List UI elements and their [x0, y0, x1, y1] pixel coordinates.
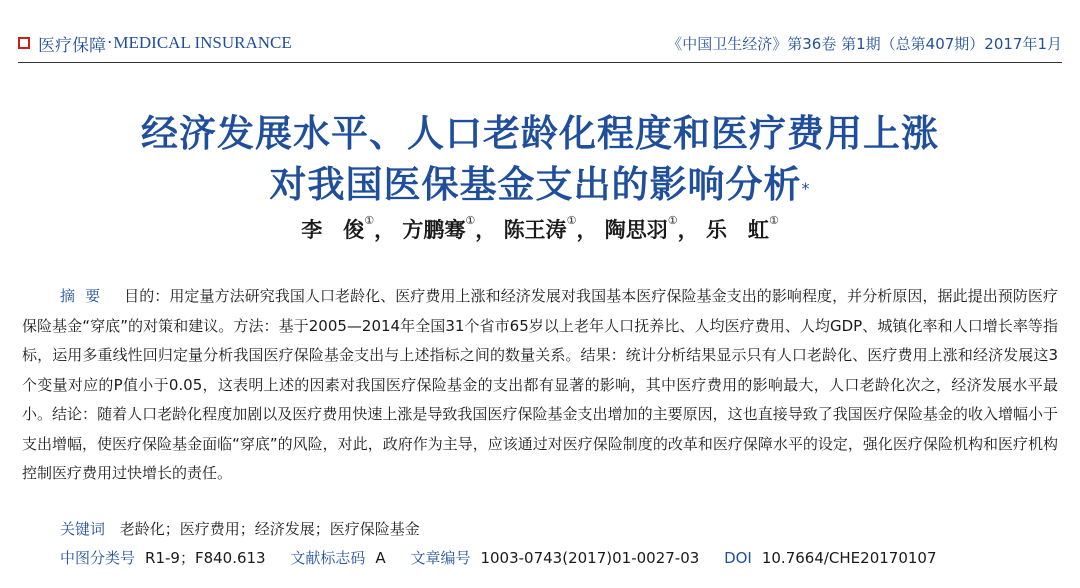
article-number-value: 1003-0743(2017)01-0027-03	[480, 549, 700, 567]
keywords-text: 老龄化；医疗费用；经济发展；医疗保险基金	[119, 520, 420, 538]
abstract-text: 目的：用定量方法研究我国人口老龄化、医疗费用上涨和经济发展对我国基本医疗保险基金支出的影响程度，并分析原因，据此提出预防医疗保险基金“穿底”的对策和建议。方法：基于2005—2014年全国31个省市65岁以上老年人口抚养比、人均医疗费用、人均GDP、城镇化率和人口增长率等指标，运用多重线性回归定量分析我国医疗保险基金支出与上述指标之间的数量关系。结果：统计分析结果显示只有人口老龄化、医疗费用上涨和经济发展这3个变量对应的P值小于0.05，这表明上述的因素对我国医疗保险基金的支出都有显著的影响，其中医疗费用的影响最大，人口老龄化次之，经济发展水平最小。结论：随着人口老龄化程度加剧以及医疗费用快速上涨是导致我国医疗保险基金支出增加的主要原因，这也直接导致了我国医疗保险基金的收入增幅小于支出增幅，使医疗保险基金面临“穿底”的风险，对此，政府作为主导，应该通过对医疗保险制度的改革和医疗保障水平的设定，强化医疗保险机构和医疗机构控制医疗费用过快增长的责任。	[22, 287, 1058, 482]
title-footnote-mark: *	[801, 179, 811, 198]
clc-value: R1-9；F840.613	[145, 549, 266, 567]
doi-label: DOI	[724, 549, 752, 567]
journal-issue-info: 《中国卫生经济》第36卷 第1期（总第407期）2017年1月	[667, 34, 1062, 53]
author-name: 乐 虹	[705, 218, 769, 242]
author-affiliation: ①	[768, 214, 779, 227]
author-separator: ，	[576, 218, 598, 242]
clc-label: 中图分类号	[60, 549, 136, 567]
author-list	[0, 214, 1080, 244]
paper-title	[0, 108, 1080, 210]
author-affiliation: ①	[667, 214, 678, 227]
article-number-label: 文章编号	[410, 549, 471, 567]
doc-code-value: A	[375, 549, 386, 567]
abstract-label: 摘要	[60, 287, 111, 305]
abstract	[22, 282, 1058, 489]
square-icon	[18, 37, 30, 49]
title-line-1: 经济发展水平、人口老龄化程度和医疗费用上涨	[141, 112, 939, 155]
author-name: 陈王涛	[503, 218, 567, 242]
keywords-label: 关键词	[60, 520, 106, 538]
section-separator: ·	[107, 33, 113, 53]
section-tag	[18, 31, 292, 56]
title-line-2-text: 对我国医保基金支出的影响分析	[269, 163, 802, 206]
article-metadata	[60, 547, 1058, 568]
author-name: 方鹏骞	[402, 218, 466, 242]
doc-code-label: 文献标志码	[290, 549, 366, 567]
author-separator: ，	[374, 218, 396, 242]
author-affiliation: ①	[364, 214, 375, 227]
journal-header	[18, 28, 1062, 58]
title-line-2	[0, 159, 1080, 210]
doi-value: 10.7664/CHE20170107	[761, 549, 937, 567]
section-name-en: MEDICAL INSURANCE	[113, 33, 292, 52]
section-name-cn: 医疗保障	[38, 35, 106, 56]
author-name: 李 俊	[301, 218, 365, 242]
author-name: 陶思羽	[604, 218, 668, 242]
author-separator: ，	[677, 218, 699, 242]
keywords	[60, 518, 1058, 539]
author-affiliation: ①	[566, 214, 577, 227]
author-separator: ，	[475, 218, 497, 242]
author-affiliation: ①	[465, 214, 476, 227]
header-rule	[18, 62, 1062, 63]
